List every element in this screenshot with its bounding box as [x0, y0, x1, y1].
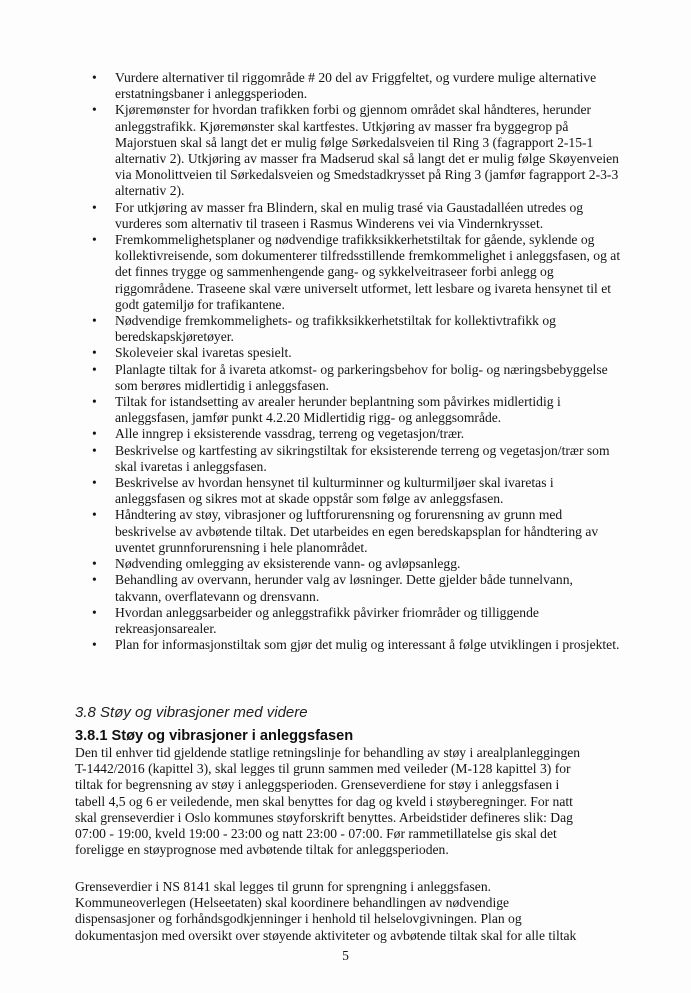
page-number: 5	[342, 948, 349, 963]
text-line: foreligge en støyprognose med avbøtende tiltak for anleggsperioden.	[75, 842, 449, 858]
list-item: • Kjøremønster for hvordan trafikken forbi og gjennom området skal håndteres, herunder anleggstrafikk. Kjøremønster skal kartfestes. Utkjøring av masser fra byggegrop på Majorstuen skal så langt det er mulig følge Sørkedalsveien til Ring 3 (fagrapport 2-15-1 alternativ 2). Utkjøring av masser fra Madserud skal så langt det er mulig følge Skøyenveien via Monolittveien til Sørkedalsveien og Smedstadkrysset på Ring 3 (jamfør fagrapport 2-3-3 alternativ 2).	[92, 102, 619, 199]
subsection-heading: 3.8.1 Støy og vibrasjoner i anleggsfasen	[75, 728, 354, 744]
paragraph	[75, 879, 635, 944]
bullet-list	[0, 70, 691, 653]
list-item: • Beskrivelse og kartfesting av sikringstiltak for eksisterende terreng og vegetasjon/trær som skal ivaretas i anleggsfasen.	[92, 442, 610, 474]
paragraph	[75, 745, 635, 858]
list-item: • Fremkommelighetsplaner og nødvendige trafikksikkerhetstiltak for gående, syklende og kollektivreisende, som dokumenterer tilfredsstillende fremkommelighet i anleggsfasen, og at det finnes trygge og sammenhengende gang- og sykkelveitraseer forbi anlegg og riggområdene. Traseene skal være universelt utformet, lett lesbare og ivareta hensynet til et godt gatemiljø for trafikantene.	[92, 232, 621, 312]
list-item: • Planlagte tiltak for å ivareta atkomst- og parkeringsbehov for bolig- og næringsbebyggelse som berøres midlertidig i anleggsfasen.	[92, 361, 608, 393]
text-line: Kommuneoverlegen (Helseetaten) skal koordinere behandlingen av nødvendige	[75, 895, 510, 911]
text-line: Grenseverdier i NS 8141 skal legges til grunn for sprengning i anleggsfasen.	[75, 879, 492, 894]
list-item: • For utkjøring av masser fra Blindern, skal en mulig trasé via Gaustadalléen utredes og vurderes som alternativ til traseen i Rasmus Winderens vei via Vindernkrysset.	[92, 199, 584, 231]
text-line: Den til enhver tid gjeldende statlige retningslinje for behandling av støy i arealplanleggingen	[75, 745, 581, 760]
list-item: • Vurdere alternativer til riggområde # 20 del av Friggfeltet, og vurdere mulige alternative erstatningsbaner i anleggsperioden.	[92, 70, 597, 102]
text-line: T-1442/2016 (kapittel 3), skal legges til grunn sammen med veileder (M-128 kapittel 3) for	[75, 761, 571, 777]
list-item: • Behandling av overvann, herunder valg av løsninger. Dette gjelder både tunnelvann, takvann, overflatevann og drensvann.	[92, 572, 573, 604]
text-line: tabell 4,5 og 6 er veiledende, men skal benyttes for dag og kveld i støyberegninger. For natt	[75, 793, 573, 809]
list-item: • Håndtering av støy, vibrasjoner og luftforurensning og forurensning av grunn med beskrivelse av avbøtende tiltak. Det utarbeides en egen beredskapsplan for håndtering av uventet grunnforurensning i hele planområdet.	[92, 507, 599, 555]
list-item: • Nødvendige fremkommelighets- og trafikksikkerhetstiltak for kollektivtrafikk og beredskapskjøretøyer.	[92, 313, 556, 345]
list-item: • Plan for informasjonstiltak som gjør det mulig og interessant å følge utviklingen i prosjektet.	[92, 637, 620, 653]
text-line: dokumentasjon med oversikt over støyende aktiviteter og avbøtende tiltak skal for alle tiltak	[75, 927, 577, 943]
list-item: • Skoleveier skal ivaretas spesielt.	[92, 345, 292, 361]
text-line: dispensasjoner og forhåndsgodkjenninger i henhold til helselovgivningen. Plan og	[75, 911, 522, 927]
text-line: tiltak for begrensning av støy i anleggsperioden. Grenseverdiene for støy i anleggsfasen i	[75, 777, 560, 793]
list-item: • Beskrivelse av hvordan hensynet til kulturminner og kulturmiljøer skal ivaretas i anleggsfasen og sikres mot at skade oppstår som følge av anleggsfasen.	[92, 475, 554, 507]
text-line: 07:00 - 19:00, kveld 19:00 - 23:00 og natt 23:00 - 07:00. Før rammetillatelse gis skal det	[75, 826, 557, 842]
text-line: skal grenseverdier i Oslo kommunes støyforskrift benyttes. Arbeidstider defineres slik: Dag	[75, 809, 573, 825]
section-heading: 3.8 Støy og vibrasjoner med videre	[75, 704, 308, 721]
list-item: • Hvordan anleggsarbeider og anleggstrafikk påvirker friområder og tilliggende rekreasjonsarealer.	[92, 604, 539, 636]
list-item: • Alle inngrep i eksisterende vassdrag, terreng og vegetasjon/trær.	[92, 426, 465, 442]
list-item: • Nødvending omlegging av eksisterende vann- og avløpsanlegg.	[92, 556, 461, 572]
list-item: • Tiltak for istandsetting av arealer herunder beplantning som påvirkes midlertidig i anleggsfasen, jamfør punkt 4.2.20 Midlertidig rigg- og anleggsområde.	[92, 394, 561, 426]
